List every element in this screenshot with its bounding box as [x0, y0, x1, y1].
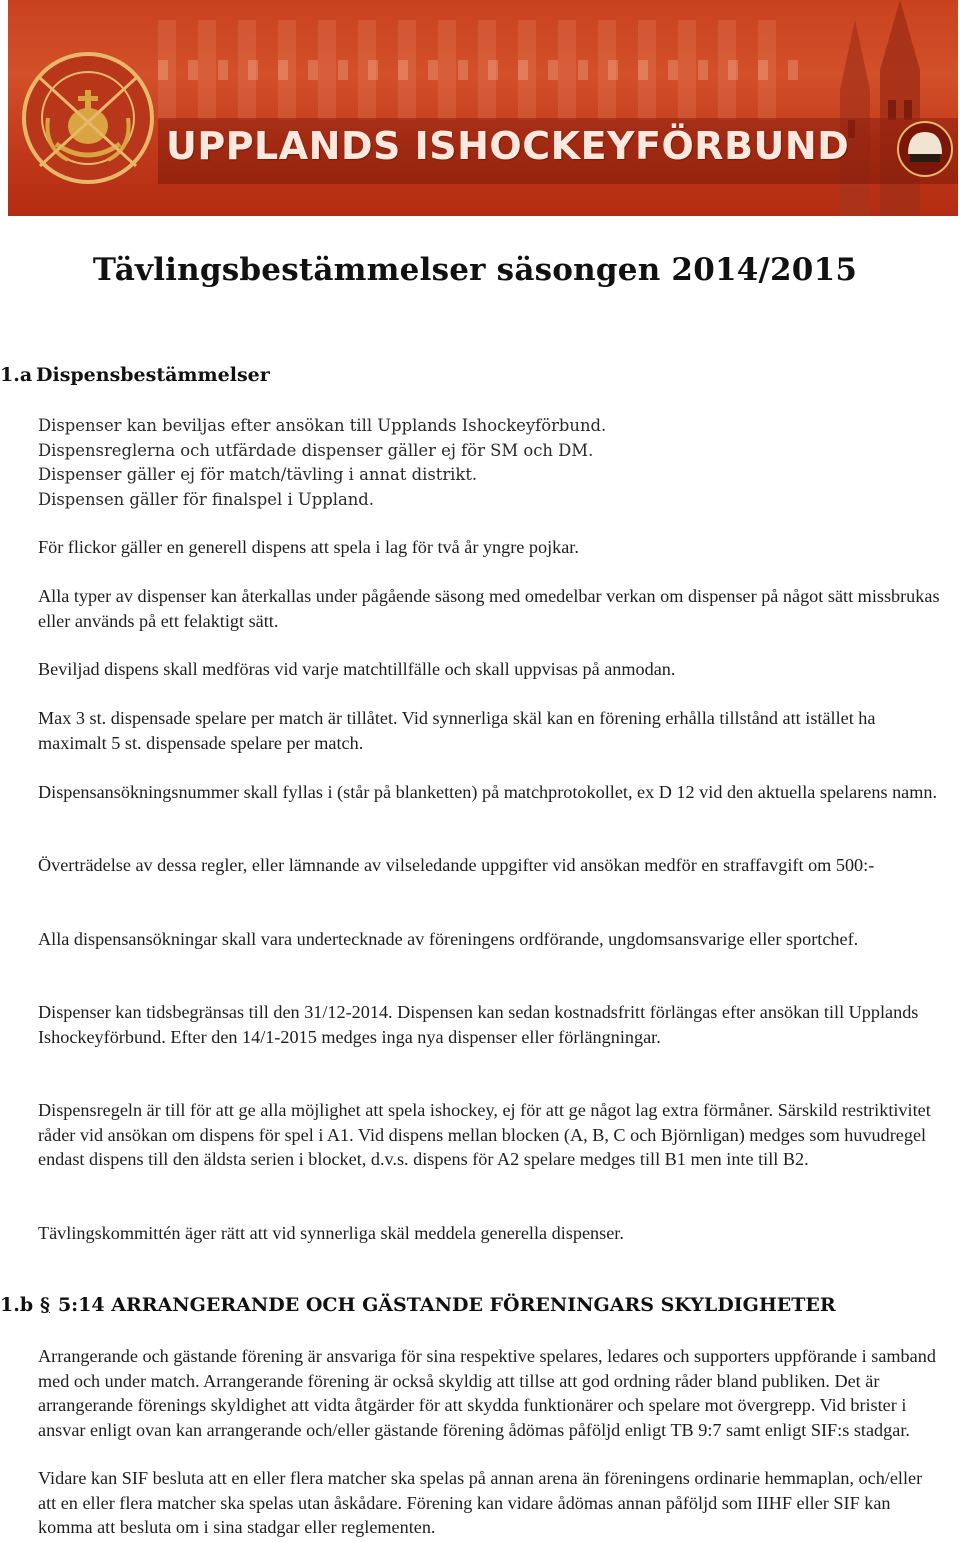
paragraph-signatures: Alla dispensansökningar skall vara undertecknade av föreningens ordförande, ungdomsansvarige eller sportchef.	[38, 929, 859, 949]
rule-item: Dispenser gäller ej för match/tävling i annat distrikt.	[38, 465, 478, 484]
document-title: Tävlingsbestämmelser säsongen 2014/2015	[92, 252, 858, 288]
section-a-title: Dispensbestämmelser	[36, 364, 270, 386]
banner-window-row	[158, 60, 798, 80]
paragraph-revocation: Alla typer av dispenser kan återkallas under pågående säsong med omedelbar verkan om dispenser på något sätt missbrukas eller används på ett felaktigt sätt.	[38, 586, 940, 631]
dispensation-rules-list	[38, 414, 606, 512]
paragraph-carry-dispensation: Beviljad dispens skall medföras vid varje matchtillfälle och skall uppvisas på anmodan.	[38, 659, 676, 679]
paragraph-application-number: Dispensansökningsnummer skall fyllas i (står på blanketten) på matchprotokollet, ex D 12 vid den aktuella spelarens namn.	[38, 782, 938, 802]
paragraph-sif-decisions: Vidare kan SIF besluta att en eller flera matcher ska spelas på annan arena än föreningens ordinarie hemmaplan, och/eller att en eller flera matcher ska spelas utan åskådare. Förening kan vidare ådömas annan påföljd som IIHF eller SIF kan komma att besluta om i sina stadgar eller reglementen.	[38, 1468, 923, 1537]
paragraph-girls-dispensation: För flickor gäller en generell dispens att spela i lag för två år yngre pojkar.	[38, 537, 579, 557]
paragraph-max-players: Max 3 st. dispensade spelare per match är tillåtet. Vid synnerliga skäl kan en förening erhålla tillstånd att istället ha maximalt 5 st. dispensade spelare per match.	[38, 708, 876, 753]
rule-item: Dispenser kan beviljas efter ansökan till Upplands Ishockeyförbund.	[38, 416, 607, 435]
section-a-number: 1.a	[0, 364, 33, 386]
banner-title: UPPLANDS ISHOCKEYFÖRBUND	[166, 124, 850, 168]
section-b-title: 5:14 ARRANGERANDE OCH GÄSTANDE FÖRENINGARS SKYLDIGHETER	[57, 1294, 836, 1316]
paragraph-club-responsibility: Arrangerande och gästande förening är ansvariga för sina respektive spelares, ledares och supporters uppförande i samband med och under match. Arrangerande förening är också skyldig att tillse att god ordning råder bland publiken. Det är arrangerande förenings skyldighet att vidta åtgärder för att skydda funktionärer och spelare mot övergrepp. Vid brister i ansvar enligt ovan kan arrangerande och/eller gästande förening ådömas påföljd enligt TB 9:7 samt enligt SIF:s stadgar.	[38, 1346, 936, 1440]
section-b-number: 1.b	[0, 1294, 34, 1316]
section-b-heading	[0, 1294, 836, 1316]
header-banner	[8, 0, 958, 216]
paragraph-restrictions: Dispensregeln är till för att ge alla möjlighet att spela ishockey, ej för att ge något lag extra förmåner. Särskild restriktivitet råder vid ansökan om dispens för spel i A1. Vid dispens mellan blocken (A, B, C och Björnligan) medges som huvudregel endast dispens till den äldsta serien i blocket, d.v.s. dispens för A2 spelare medges till B1 men inte till B2.	[38, 1100, 931, 1169]
rule-item: Dispensreglerna och utfärdade dispenser gäller ej för SM och DM.	[38, 440, 594, 460]
paragraph-penalty-fee: Överträdelse av dessa regler, eller lämnande av vilseledande uppgifter vid ansökan medför en straffavgift om 500:-	[38, 855, 875, 875]
paragraph-sign: §	[40, 1294, 50, 1316]
hockey-helmet-icon	[896, 120, 954, 178]
federation-seal-icon	[18, 48, 158, 188]
paragraph-time-limit: Dispenser kan tidsbegränsas till den 31/12-2014. Dispensen kan sedan kostnadsfritt förlängas efter ansökan till Upplands Ishockeyförbund. Efter den 14/1-2015 medges inga nya dispenser eller förlängningar.	[38, 1002, 919, 1047]
section-a-heading	[0, 364, 270, 386]
paragraph-committee: Tävlingskommittén äger rätt att vid synnerliga skäl meddela generella dispenser.	[38, 1223, 624, 1243]
rule-item: Dispensen gäller för finalspel i Uppland.	[38, 489, 374, 509]
